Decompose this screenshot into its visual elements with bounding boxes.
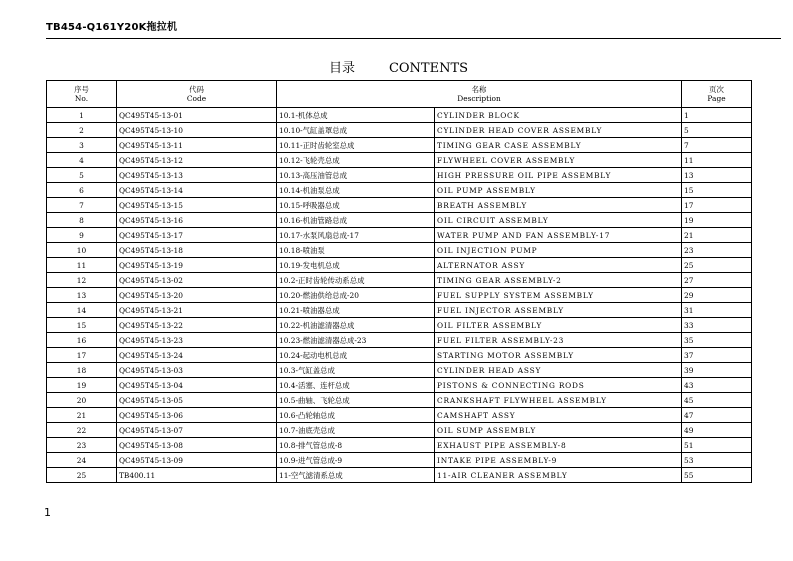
row-number: 25 xyxy=(47,468,117,483)
row-description-cn: 10.7-油底壳总成 xyxy=(277,423,435,438)
row-page: 45 xyxy=(682,393,752,408)
table-row xyxy=(47,348,752,363)
row-page: 21 xyxy=(682,228,752,243)
table-row xyxy=(47,303,752,318)
row-code: QC495T45-13-10 xyxy=(117,123,277,138)
contents-title-cn: 目录 xyxy=(328,61,355,76)
row-description-en: BREATH ASSEMBLY xyxy=(435,198,682,213)
row-code: QC495T45-13-15 xyxy=(117,198,277,213)
row-page: 23 xyxy=(682,243,752,258)
row-number: 21 xyxy=(47,408,117,423)
row-number: 5 xyxy=(47,168,117,183)
row-description-cn: 11-空气滤清系总成 xyxy=(277,468,435,483)
row-code: TB400.11 xyxy=(117,468,277,483)
header-no-en: No. xyxy=(74,94,89,103)
row-description-en: ALTERNATOR ASSY xyxy=(435,258,682,273)
header-divider xyxy=(46,38,781,39)
row-code: QC495T45-13-06 xyxy=(117,408,277,423)
row-description-cn: 10.22-机油滤清器总成 xyxy=(277,318,435,333)
row-code: QC495T45-13-03 xyxy=(117,363,277,378)
header-code-cn: 代码 xyxy=(189,85,204,94)
row-description-cn: 10.24-起动电机总成 xyxy=(277,348,435,363)
row-code: QC495T45-13-08 xyxy=(117,438,277,453)
row-description-en: CYLINDER HEAD COVER ASSEMBLY xyxy=(435,123,682,138)
row-code: QC495T45-13-19 xyxy=(117,258,277,273)
table-row xyxy=(47,363,752,378)
row-description-cn: 10.11-正时齿轮室总成 xyxy=(277,138,435,153)
table-row xyxy=(47,288,752,303)
row-code: QC495T45-13-24 xyxy=(117,348,277,363)
row-page: 11 xyxy=(682,153,752,168)
header-description xyxy=(277,81,682,108)
row-description-cn: 10.18-喷油泵 xyxy=(277,243,435,258)
row-description-cn: 10.14-机油泵总成 xyxy=(277,183,435,198)
table-row xyxy=(47,408,752,423)
row-description-en: EXHAUST PIPE ASSEMBLY-8 xyxy=(435,438,682,453)
row-number: 6 xyxy=(47,183,117,198)
row-description-cn: 10.16-机油管路总成 xyxy=(277,213,435,228)
row-description-en: TIMING GEAR CASE ASSEMBLY xyxy=(435,138,682,153)
row-description-en: OIL INJECTION PUMP xyxy=(435,243,682,258)
row-number: 9 xyxy=(47,228,117,243)
row-code: QC495T45-13-16 xyxy=(117,213,277,228)
row-page: 5 xyxy=(682,123,752,138)
row-page: 1 xyxy=(682,108,752,123)
row-description-cn: 10.3-气缸盖总成 xyxy=(277,363,435,378)
table-row xyxy=(47,168,752,183)
row-description-cn: 10.12-飞轮壳总成 xyxy=(277,153,435,168)
row-number: 11 xyxy=(47,258,117,273)
header-code-en: Code xyxy=(186,94,207,103)
table-row xyxy=(47,228,752,243)
row-description-en: FUEL FILTER ASSEMBLY-23 xyxy=(435,333,682,348)
row-description-en: CRANKSHAFT FLYWHEEL ASSEMBLY xyxy=(435,393,682,408)
table-row xyxy=(47,318,752,333)
row-description-cn: 10.13-高压油管总成 xyxy=(277,168,435,183)
row-description-en: FUEL INJECTOR ASSEMBLY xyxy=(435,303,682,318)
row-page: 49 xyxy=(682,423,752,438)
row-code: QC495T45-13-20 xyxy=(117,288,277,303)
row-description-cn: 10.8-排气管总成-8 xyxy=(277,438,435,453)
row-page: 37 xyxy=(682,348,752,363)
row-description-cn: 10.10-气缸盖罩总成 xyxy=(277,123,435,138)
table-row xyxy=(47,183,752,198)
row-page: 43 xyxy=(682,378,752,393)
row-description-cn: 10.1-机体总成 xyxy=(277,108,435,123)
table-row xyxy=(47,108,752,123)
table-row xyxy=(47,153,752,168)
table-row xyxy=(47,333,752,348)
row-description-cn: 10.23-燃油滤清器总成-23 xyxy=(277,333,435,348)
row-number: 17 xyxy=(47,348,117,363)
row-number: 15 xyxy=(47,318,117,333)
row-code: QC495T45-13-13 xyxy=(117,168,277,183)
row-description-cn: 10.4-活塞、连杆总成 xyxy=(277,378,435,393)
row-description-cn: 10.15-呼吸器总成 xyxy=(277,198,435,213)
row-code: QC495T45-13-11 xyxy=(117,138,277,153)
row-number: 8 xyxy=(47,213,117,228)
row-number: 14 xyxy=(47,303,117,318)
row-page: 27 xyxy=(682,273,752,288)
row-code: QC495T45-13-22 xyxy=(117,318,277,333)
row-code: QC495T45-13-17 xyxy=(117,228,277,243)
table-header-row xyxy=(47,81,752,108)
row-page: 25 xyxy=(682,258,752,273)
row-number: 10 xyxy=(47,243,117,258)
row-page: 7 xyxy=(682,138,752,153)
row-description-cn: 10.6-凸轮轴总成 xyxy=(277,408,435,423)
row-description-en: OIL CIRCUIT ASSEMBLY xyxy=(435,213,682,228)
table-row xyxy=(47,213,752,228)
row-code: QC495T45-13-05 xyxy=(117,393,277,408)
table-row xyxy=(47,378,752,393)
row-page: 47 xyxy=(682,408,752,423)
row-description-en: CYLINDER BLOCK xyxy=(435,108,682,123)
row-description-cn: 10.20-燃油供给总成-20 xyxy=(277,288,435,303)
row-description-cn: 10.21-喷油器总成 xyxy=(277,303,435,318)
row-number: 12 xyxy=(47,273,117,288)
row-number: 23 xyxy=(47,438,117,453)
row-code: QC495T45-13-09 xyxy=(117,453,277,468)
row-page: 35 xyxy=(682,333,752,348)
row-number: 18 xyxy=(47,363,117,378)
row-description-cn: 10.17-水泵风扇总成-17 xyxy=(277,228,435,243)
row-description-en: STARTING MOTOR ASSEMBLY xyxy=(435,348,682,363)
table-row xyxy=(47,393,752,408)
row-description-en: TIMING GEAR ASSEMBLY-2 xyxy=(435,273,682,288)
table-row xyxy=(47,468,752,483)
row-description-en: FLYWHEEL COVER ASSEMBLY xyxy=(435,153,682,168)
row-number: 2 xyxy=(47,123,117,138)
row-page: 15 xyxy=(682,183,752,198)
row-description-en: OIL SUMP ASSEMBLY xyxy=(435,423,682,438)
row-page: 19 xyxy=(682,213,752,228)
header-page-en: Page xyxy=(707,94,726,103)
header-no xyxy=(47,81,117,108)
row-number: 13 xyxy=(47,288,117,303)
row-page: 53 xyxy=(682,453,752,468)
header-description-cn: 名称 xyxy=(471,85,487,94)
row-description-en: CAMSHAFT ASSY xyxy=(435,408,682,423)
row-code: QC495T45-13-14 xyxy=(117,183,277,198)
row-code: QC495T45-13-04 xyxy=(117,378,277,393)
table-row xyxy=(47,453,752,468)
row-code: QC495T45-13-01 xyxy=(117,108,277,123)
row-description-en: FUEL SUPPLY SYSTEM ASSEMBLY xyxy=(435,288,682,303)
row-description-en: CYLINDER HEAD ASSY xyxy=(435,363,682,378)
row-page: 29 xyxy=(682,288,752,303)
table-row xyxy=(47,273,752,288)
row-description-en: 11-AIR CLEANER ASSEMBLY xyxy=(435,468,682,483)
row-page: 51 xyxy=(682,438,752,453)
row-code: QC495T45-13-02 xyxy=(117,273,277,288)
header-description-en: Description xyxy=(457,94,501,103)
row-number: 3 xyxy=(47,138,117,153)
table-row xyxy=(47,258,752,273)
contents-title-en: CONTENTS xyxy=(388,61,469,76)
row-number: 24 xyxy=(47,453,117,468)
table-row xyxy=(47,243,752,258)
table-row xyxy=(47,438,752,453)
row-page: 13 xyxy=(682,168,752,183)
row-code: QC495T45-13-07 xyxy=(117,423,277,438)
row-page: 31 xyxy=(682,303,752,318)
row-number: 19 xyxy=(47,378,117,393)
row-number: 22 xyxy=(47,423,117,438)
contents-table xyxy=(46,80,752,483)
row-description-en: OIL FILTER ASSEMBLY xyxy=(435,318,682,333)
contents-title xyxy=(46,57,751,76)
row-description-en: HIGH PRESSURE OIL PIPE ASSEMBLY xyxy=(435,168,682,183)
row-page: 55 xyxy=(682,468,752,483)
row-code: QC495T45-13-12 xyxy=(117,153,277,168)
row-page: 39 xyxy=(682,363,752,378)
row-description-cn: 10.5-曲轴、飞轮总成 xyxy=(277,393,435,408)
row-page: 17 xyxy=(682,198,752,213)
header-no-cn: 序号 xyxy=(74,85,89,94)
row-number: 20 xyxy=(47,393,117,408)
row-description-en: PISTONS & CONNECTING RODS xyxy=(435,378,682,393)
row-description-en: INTAKE PIPE ASSEMBLY-9 xyxy=(435,453,682,468)
header-page xyxy=(682,81,752,108)
row-page: 33 xyxy=(682,318,752,333)
table-row xyxy=(47,198,752,213)
table-row xyxy=(47,138,752,153)
table-row xyxy=(47,123,752,138)
header-page-cn: 页次 xyxy=(709,85,724,94)
page-number: 1 xyxy=(44,506,51,519)
row-number: 1 xyxy=(47,108,117,123)
row-code: QC495T45-13-23 xyxy=(117,333,277,348)
row-number: 7 xyxy=(47,198,117,213)
row-code: QC495T45-13-21 xyxy=(117,303,277,318)
row-description-cn: 10.9-进气管总成-9 xyxy=(277,453,435,468)
row-code: QC495T45-13-18 xyxy=(117,243,277,258)
table-body xyxy=(47,108,752,483)
document-header-title: TB454-Q161Y20K拖拉机 xyxy=(46,22,178,33)
table-row xyxy=(47,423,752,438)
row-description-cn: 10.19-发电机总成 xyxy=(277,258,435,273)
row-number: 4 xyxy=(47,153,117,168)
row-description-cn: 10.2-正时齿轮传动系总成 xyxy=(277,273,435,288)
row-number: 16 xyxy=(47,333,117,348)
row-description-en: OIL PUMP ASSEMBLY xyxy=(435,183,682,198)
row-description-en: WATER PUMP AND FAN ASSEMBLY-17 xyxy=(435,228,682,243)
header-code xyxy=(117,81,277,108)
